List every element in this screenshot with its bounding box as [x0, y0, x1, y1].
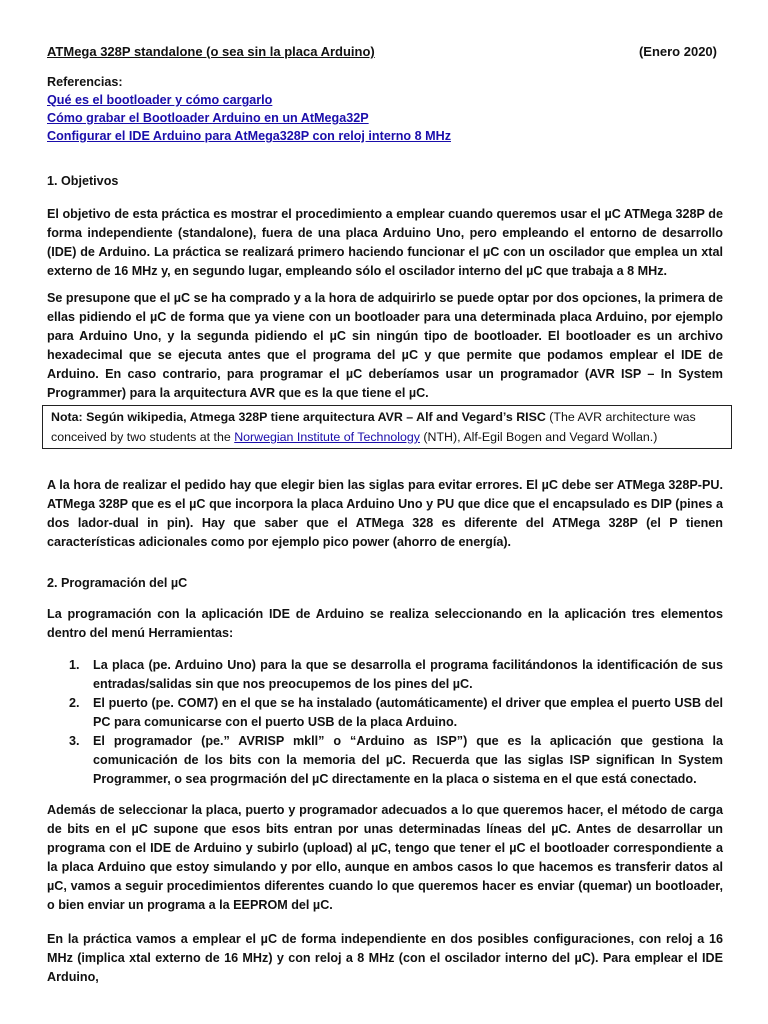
- list-item-number: 1.: [69, 658, 80, 672]
- section2-list-container: [47, 656, 723, 789]
- section1-paragraph-1: El objetivo de esta práctica es mostrar el procedimiento a emplear cuando queremos usar el µC ATMega 328P de forma independiente (standalone), fuera de una placa Arduino Uno, pero empleando el entorno de desarrollo (IDE) de Arduino. La práctica se realizará primero haciendo funcionar el µC con un oscilador que emplea un xtal externo de 16 MHz y, en segundo lugar, empleando sólo el oscilador interno del µC que trabaja a 8 MHz.: [47, 207, 723, 278]
- note-text-b: (NTH), Alf-Egil Bogen and Vegard Wollan.): [419, 430, 658, 444]
- note-box: [42, 405, 732, 449]
- list-item-text: El programador (pe.” AVRISP mkll” o “Arduino as ISP”) que es la aplicación que gestiona la comunicación de los bits con la memoria del µC. Recuerda que las siglas ISP significan In System Programmer, o sea progrmación del µC directamente en la placa o sistema en el que está conectado.: [93, 734, 723, 786]
- paragraph-pedido: A la hora de realizar el pedido hay que elegir bien las siglas para evitar errores. El µC debe ser ATMega 328P-PU. ATMega 328P que es el µC que incorpora la placa Arduino Uno y PU que dice que el encapsulado es DIP (pines a dos lador-dual in pin). Hay que saber que el ATMega 328 es diferente del ATMega 328P (el P tienen características adicionales como por ejemplo pico power (ahorro de energía).: [47, 478, 723, 549]
- section2-paragraph-metodo: Además de seleccionar la placa, puerto y programador adecuados a lo que queremos hacer, el método de carga de bits en el µC supone que esos bits entran por unas determinadas líneas del µC. Antes de desarrollar un programa con el IDE de Arduino y subirlo (upload) al µC, tengo que tener el µC el bootloader correspondiente a la placa Arduino que estoy simulando y por ello, aunque en ambos casos lo que hacemos es transferir datos al µC, vamos a seguir procedimientos diferentes cuando lo que queremos hacer es enviar (quemar) un bootloader, o bien enviar un programa a la EEPROM del µC.: [47, 803, 723, 912]
- document-date: (Enero 2020): [638, 44, 717, 59]
- reference-link-configurar-ide[interactable]: Configurar el IDE Arduino para AtMega328P con reloj interno 8 MHz: [47, 129, 451, 143]
- reference-link-bootloader[interactable]: Qué es el bootloader y cómo cargarlo: [47, 93, 273, 107]
- references: [47, 73, 451, 145]
- reference-link-grabar[interactable]: Cómo grabar el Bootloader Arduino en un AtMega32P: [47, 111, 369, 125]
- section2-list: [47, 656, 723, 789]
- list-item-number: 2.: [69, 696, 80, 710]
- list-item-text: La placa (pe. Arduino Uno) para la que se desarrolla el programa facilitándonos la identificación de sus entradas/salidas sin que nos preocupemos de los pines del µC.: [93, 658, 723, 691]
- list-item-number: 3.: [69, 734, 80, 748]
- list-item: [47, 732, 723, 789]
- list-item: [47, 694, 723, 732]
- note-bold-text: Nota: Según wikipedia, Atmega 328P tiene arquitectura AVR – Alf and Vegard’s RISC: [51, 410, 546, 424]
- list-item-text: El puerto (pe. COM7) en el que se ha instalado (automáticamente) el driver que emplea el puerto USB del PC para comunicarse con el puerto USB de la placa Arduino.: [93, 696, 723, 729]
- note-link-ntnu[interactable]: Norwegian Institute of Technology: [234, 430, 420, 444]
- list-item: [47, 656, 723, 694]
- section2-intro: La programación con la aplicación IDE de Arduino se realiza seleccionando en la aplicación tres elementos dentro del menú Herramientas:: [47, 607, 723, 640]
- section1-paragraph-2: Se presupone que el µC se ha comprado y a la hora de adquirirlo se puede optar por dos opciones, la primera de ellas pidiendo el µC de forma que ya viene con un bootloader para una determinada placa Arduino, por ejemplo para Arduino Uno, y la segunda pidiendo el µC sin ningún tipo de bootloader. El bootloader es un archivo hexadecimal que se ejecuta antes que el programa del µC y que permite que podamos emplear el IDE de Arduino. En caso contrario, para programar el µC deberíamos usar un programador (AVR ISP – In System Programmer) para la arquitectura AVR que es la que tiene el µC.: [47, 291, 723, 400]
- note-text-a: (The AVR architecture was conceived by two students at the: [51, 410, 696, 444]
- section2-paragraph-configuraciones: En la práctica vamos a emplear el µC de forma independiente en dos posibles configuraciones, con reloj a 16 MHz (implica xtal externo de 16 MHz) y con reloj a 8 MHz (con el oscilador interno del µC). Para emplear el IDE Arduino,: [47, 932, 723, 984]
- document-title: ATMega 328P standalone (o sea sin la placa Arduino): [47, 44, 375, 59]
- section1-heading: 1. Objetivos: [47, 174, 119, 188]
- references-label: Referencias:: [47, 75, 123, 89]
- title-row: [47, 42, 717, 61]
- section2-heading: 2. Programación del µC: [47, 576, 188, 590]
